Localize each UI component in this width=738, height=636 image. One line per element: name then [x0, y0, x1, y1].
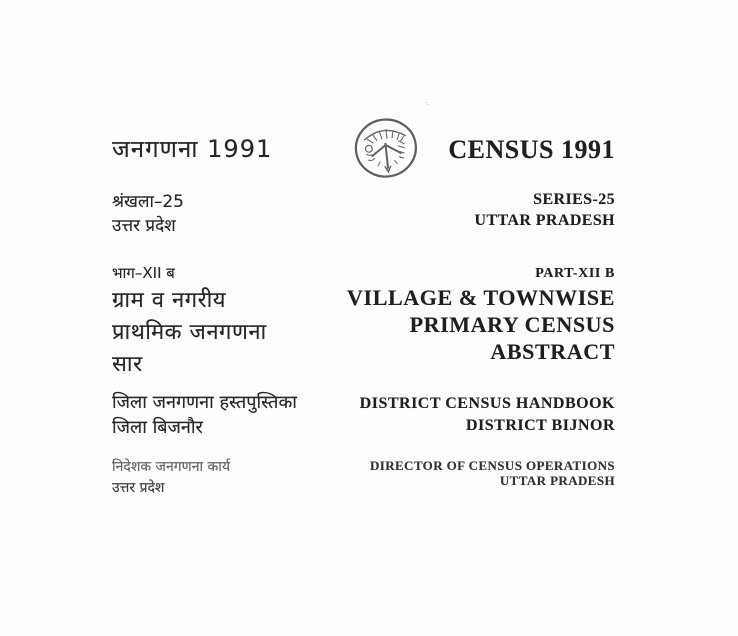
abstract-title-hindi — [112, 285, 267, 381]
abstract-title-hindi-line1: ग्राम व नगरीय — [112, 288, 227, 313]
district-name-english: DISTRICT BIJNOR — [465, 417, 615, 434]
director-title-hindi: निदेशक जनगणना कार्य — [112, 459, 231, 475]
handbook-block-hindi — [112, 390, 297, 440]
handbook-title-english: DISTRICT CENSUS HANDBOOK — [359, 395, 615, 412]
district-name-hindi: जिला बिजनौर — [112, 417, 203, 438]
abstract-title-english-line2: PRIMARY CENSUS — [409, 312, 615, 337]
director-block-hindi — [112, 457, 230, 499]
state-emblem-seal-icon — [349, 113, 424, 186]
series-block-english — [475, 189, 615, 231]
series-number-hindi: श्रंखला–25 — [112, 192, 185, 212]
director-state-hindi: उत्तर प्रदेश — [112, 480, 165, 496]
abstract-title-hindi-line3: सार — [112, 352, 143, 377]
census-title-hindi: जनगणना 1991 — [112, 135, 273, 163]
state-name-english: UTTAR PRADESH — [474, 212, 615, 229]
abstract-title-english-line3: ABSTRACT — [490, 339, 615, 364]
scan-noise-speck: ·․ — [425, 99, 430, 107]
handbook-title-hindi: जिला जनगणना हस्तपुस्तिका — [112, 392, 297, 413]
director-block-english — [370, 458, 615, 488]
handbook-block-english — [360, 393, 615, 437]
director-state-english: UTTAR PRADESH — [499, 473, 615, 488]
abstract-title-hindi-line2: प्राथमिक जनगणना — [112, 320, 267, 345]
series-number-english: SERIES-25 — [533, 191, 615, 208]
series-block-hindi — [112, 190, 184, 238]
part-label-english: PART-XII B — [535, 266, 615, 281]
abstract-title-english — [347, 284, 615, 365]
census-title-english: CENSUS 1991 — [448, 135, 615, 164]
abstract-title-english-line1: VILLAGE & TOWNWISE — [347, 285, 615, 310]
director-title-english: DIRECTOR OF CENSUS OPERATIONS — [369, 458, 615, 473]
state-name-hindi: उत्तर प्रदेश — [112, 216, 176, 236]
part-label-hindi: भाग–XII ब — [112, 264, 175, 282]
